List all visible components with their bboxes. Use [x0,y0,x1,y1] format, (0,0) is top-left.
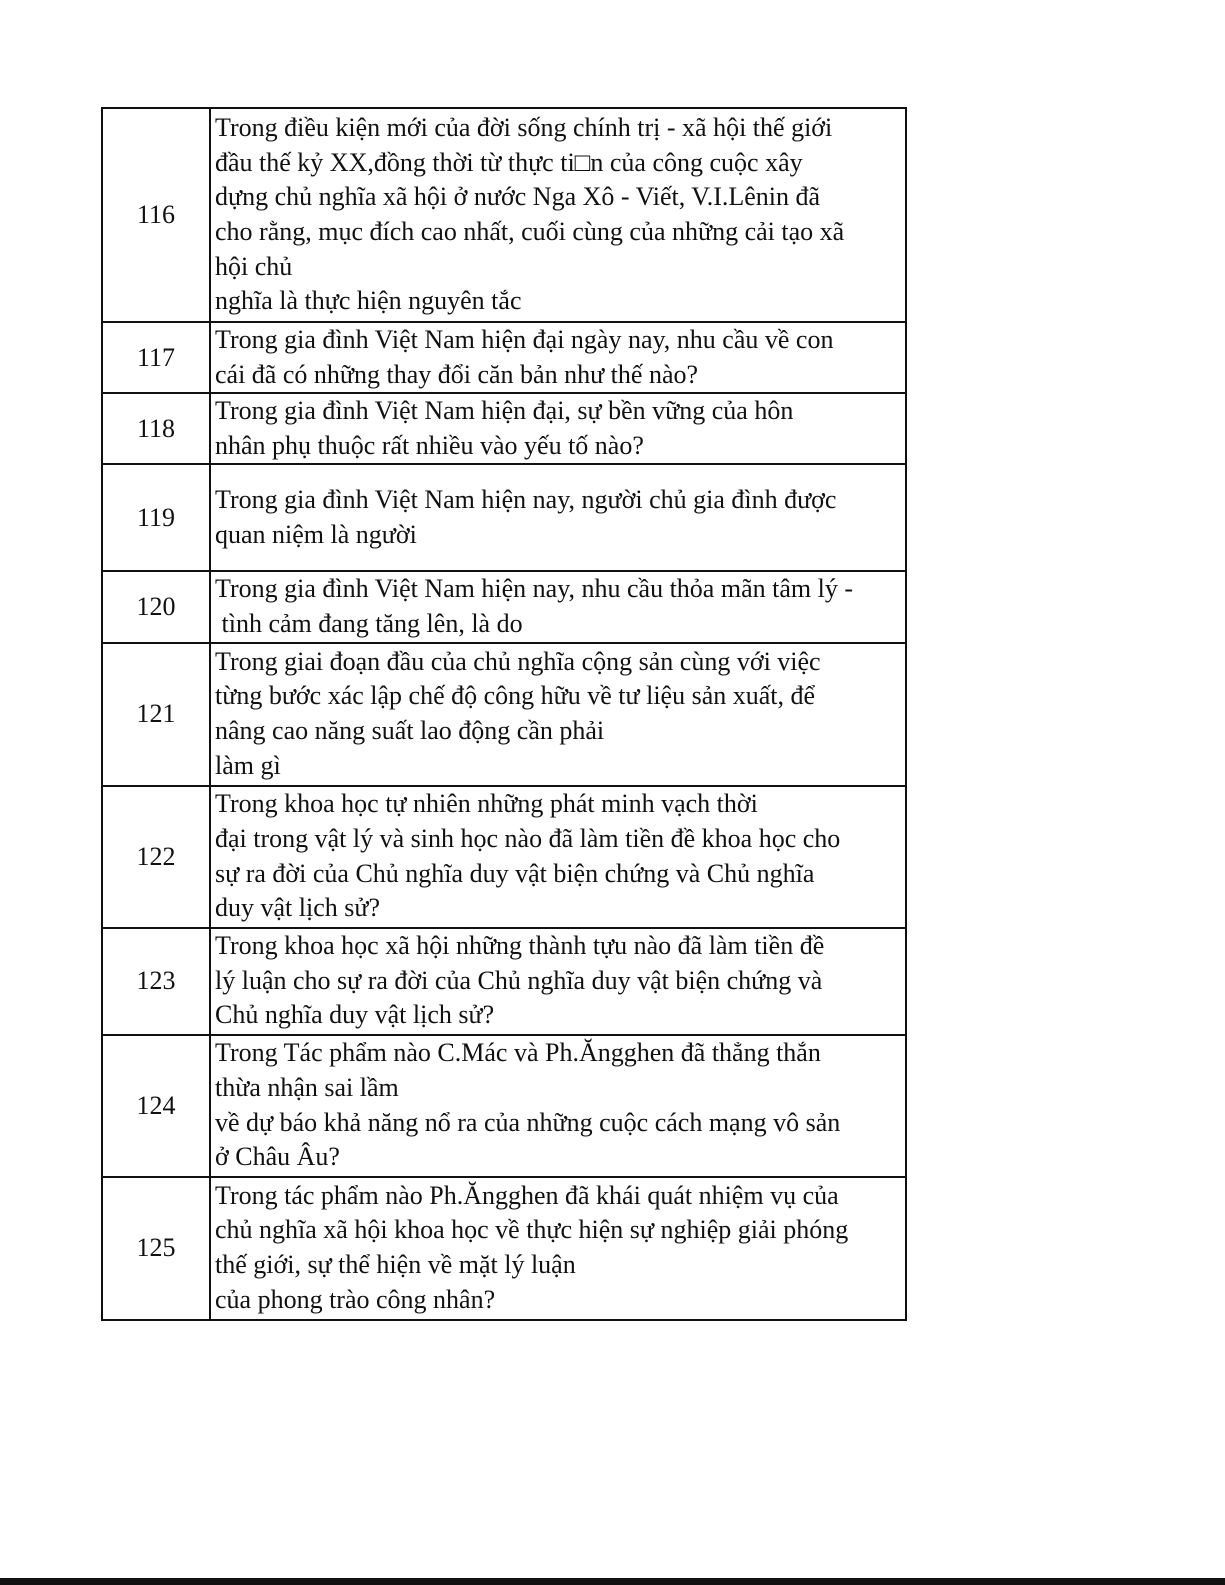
table-row [102,643,906,786]
question-text-line: của phong trào công nhân? [215,1284,496,1314]
table-row [102,322,906,393]
question-text-line: Trong điều kiện mới của đời sống chính trị - xã hội thế giới [215,113,833,143]
question-text-line: thừa nhận sai lầm [215,1072,399,1102]
table-row [102,393,906,464]
question-text-line: làm gì [215,750,281,780]
question-text-line: dựng chủ nghĩa xã hội ở nước Nga Xô - Viết, V.I.Lênin đã [215,182,821,212]
question-text-line: thế giới, sự thể hiện về mặt lý luận [215,1250,576,1280]
question-text-line: nâng cao năng suất lao động cần phải [215,716,605,746]
question-text-line: ở Châu Âu? [215,1142,340,1172]
question-text [210,393,906,464]
question-table [101,107,907,1321]
table-row [102,786,906,928]
table-row [102,1177,906,1320]
question-text-line: Trong tác phẩm nào Ph.Ăngghen đã khái quát nhiệm vụ của [215,1180,839,1210]
question-text [210,1177,906,1320]
question-text-line: Trong gia đình Việt Nam hiện nay, nhu cầu thỏa mãn tâm lý - [215,574,853,604]
question-text-line: đầu thế kỷ XX,đồng thời từ thực ti□n của công cuộc xây [215,147,803,177]
question-number: 116 [102,108,210,322]
table-row [102,1035,906,1177]
question-text-line: quan niệm là người [215,519,417,549]
question-text [210,928,906,1035]
question-text-line: đại trong vật lý và sinh học nào đã làm tiền đề khoa học cho [215,823,841,853]
question-text [210,464,906,571]
question-number: 122 [102,786,210,928]
question-text-line: Trong gia đình Việt Nam hiện đại ngày nay, nhu cầu về con [215,325,834,354]
question-text-line: Trong gia đình Việt Nam hiện nay, người chủ gia đình được [215,485,837,515]
question-text [210,108,906,322]
question-text-line: tình cảm đang tăng lên, là do [215,608,523,638]
question-number: 125 [102,1177,210,1320]
question-text [210,1035,906,1177]
question-text-line: cho rằng, mục đích cao nhất, cuối cùng của những cải tạo xã [215,217,845,246]
question-text-line: lý luận cho sự ra đời của Chủ nghĩa duy vật biện chứng và [215,965,823,995]
question-number: 119 [102,464,210,571]
question-text-line: hội chủ [215,251,293,281]
question-text-line: Trong giai đoạn đầu của chủ nghĩa cộng sản cùng với việc [215,646,821,676]
question-text-line: duy vật lịch sử? [215,893,381,923]
question-text-line: Chủ nghĩa duy vật lịch sử? [215,1000,495,1030]
table-row [102,108,906,322]
question-text [210,571,906,642]
question-table-body [102,108,906,1320]
question-text-line: nghĩa là thực hiện nguyên tắc [215,286,522,316]
question-number: 120 [102,571,210,642]
question-text-line: sự ra đời của Chủ nghĩa duy vật biện chứng và Chủ nghĩa [215,858,815,888]
question-number: 118 [102,393,210,464]
question-text-line: Trong khoa học tự nhiên những phát minh vạch thời [215,789,758,819]
table-row [102,928,906,1035]
table-row [102,571,906,642]
question-text-line: Trong gia đình Việt Nam hiện đại, sự bền vững của hôn [215,396,794,426]
question-number: 117 [102,322,210,393]
question-number: 121 [102,643,210,786]
table-row [102,464,906,571]
question-number: 124 [102,1035,210,1177]
question-text-line: nhân phụ thuộc rất nhiều vào yếu tố nào? [215,430,644,460]
question-number: 123 [102,928,210,1035]
question-text-line: Trong Tác phẩm nào C.Mác và Ph.Ăngghen đã thẳng thắn [215,1038,821,1068]
question-text [210,643,906,786]
question-text [210,322,906,393]
question-text-line: chủ nghĩa xã hội khoa học về thực hiện sự nghiệp giải phóng [215,1215,849,1245]
question-text-line: Trong khoa học xã hội những thành tựu nào đã làm tiền đề [215,931,825,961]
question-text-line: từng bước xác lập chế độ công hữu về tư liệu sản xuất, để [215,681,816,711]
page-bottom-edge [0,1578,1225,1585]
question-text-line: cái đã có những thay đổi căn bản như thế nào? [215,359,699,389]
question-text-line: về dự báo khả năng nổ ra của những cuộc cách mạng vô sản [215,1107,841,1137]
question-text [210,786,906,928]
